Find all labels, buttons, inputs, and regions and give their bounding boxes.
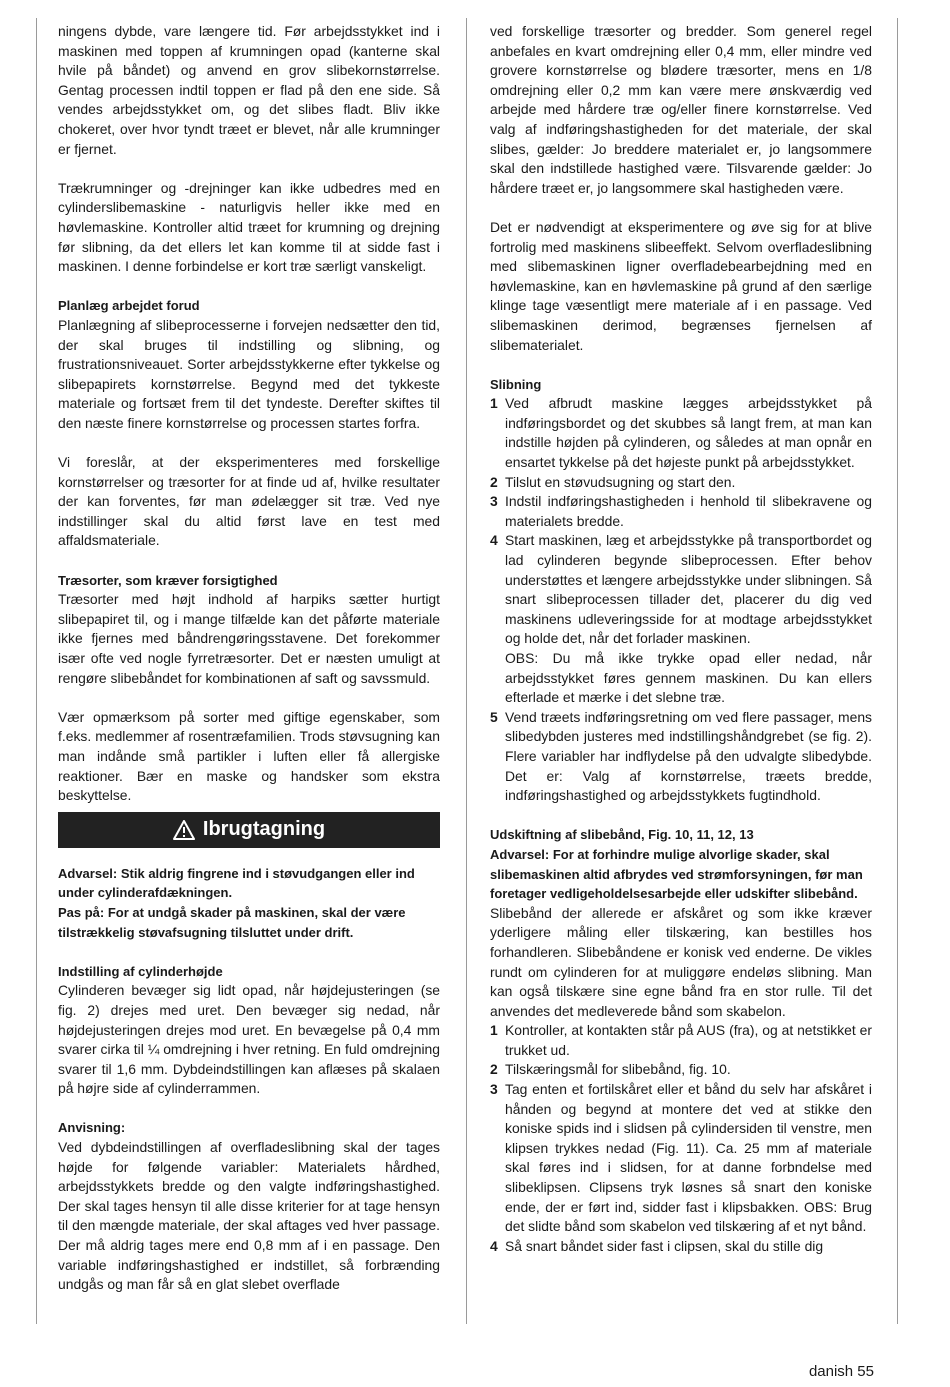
page-footer: danish 55 [808, 1363, 874, 1380]
list-item: 5 Vend træets indføringsretning om ved flere passager, mens slibedybden justeres med indstillingshåndgrebet (se fig. 2). Flere variabler har indflydelse på den udvalgte slibedybde. Det er: Valg af kornstørrelse, træets bredde, indføringshastighed og arbejdsstykkets fugtindhold. [490, 708, 872, 804]
paragraph: Planlægning af slibeprocesserne i forvejen nedsætter den tid, der skal bruges til indstilling og slibning, og frustrationsniveauet. Sorter arbejdsstykkerne efter tykkelse og slibepapirets kornstørrelse. Begynd med det tykkeste materiale og fortsæt frem til det tyndeste. Derefter skiftes til den næste finere kornstørrelse og processen startes forfra. [58, 316, 440, 431]
warning-icon [173, 820, 195, 840]
paragraph: Vi foreslår, at der eksperimenteres med forskellige kornstørrelser og træsorter for at finde ud af, hvilke resultater der kan forventes, før man ødelægger sit træ. Ved nye indstillinger skal du altid først lave en test med affaldsmateriale. [58, 454, 440, 549]
paragraph: Trækrumninger og -drejninger kan ikke udbedres med en cylinderslibemaskine - naturligvis heller ikke med en høvlemaskine. Kontroller altid træet for krumning og drejning før slibning, da det ellers let kan komme til at sidde fast i maskinen. I denne forbindelse er kort træ særligt vanskeligt. [58, 179, 440, 275]
steps-list [490, 1021, 872, 1256]
warning-text: Advarsel: For at forhindre mulige alvorlige skader, skal slibemaskinen altid afbrydes ved strømforsyningen, før man foretager vedligeholdelsesarbejde eller udskifter slibebånd. [490, 846, 863, 902]
section-banner [58, 812, 440, 848]
list-item: 4 Start maskinen, læg et arbejdsstykke på transportbordet og lad cylinderen begynde slibeprocessen. Efter behov understøttes et længere arbejdsstykke under slibningen. Så snart slibeprocessen tillader det, placerer du dig ved maskinens udleveringsside for at modtage arbejdsstykket og holde det, når det forlader maskinen. OBS: Du må ikke trykke opad eller nedad, når arbejdsstykket føres gennem maskinen. Du kan ellers efterlade et mærke i det slebne træ. [490, 532, 872, 706]
note-text: OBS: Du må ikke trykke opad eller nedad, når arbejdsstykket føres gennem maskinen. Du kan ellers efterlade et mærke i det slebne træ. [505, 650, 872, 706]
list-item: 4 Så snart båndet sider fast i clipsen, skal du stille dig [490, 1237, 824, 1254]
paragraph: ningens dybde, vare længere tid. Før arbejdsstykket ind i maskinen med toppen af krumningen opad (kanterne skal hvile på båndet) og anvend en grov slibekornstørrelse. Gentag processen indtil toppen er flad på den ene side. Så vendes arbejdsstykket om, og det slibes fladt. Bliv ikke chokeret, over hvor tyndt træet er blevet, når alle krumninger er fjernet. [58, 23, 440, 157]
list-item: 1 Ved afbrudt maskine lægges arbejdsstykket på indføringsbordet og det skubbes så langt frem, at man kan indstille højden på cylinderen, og således at man opnår en ensartet tykkelse på det højeste punkt på arbejdsstykket. [490, 395, 872, 471]
list-item: 3 Indstil indføringshastigheden i henhold til slibekravene og materialets bredde. [490, 493, 872, 529]
list-item: 2 Tilslut en støvudsugning og start den. [490, 473, 736, 490]
section-heading: Planlæg arbejdet forud [58, 298, 200, 314]
section-heading: Indstilling af cylinderhøjde [58, 963, 223, 979]
column-divider-middle [466, 18, 467, 1324]
right-column [490, 22, 872, 1256]
list-item: 3 Tag enten et fortilskåret eller et bånd du selv har afskåret i hånden og begynd at montere det ved at stikke den koniske spids ind i slidsen på cylindersiden til venstre, men klipsen trykkes nedad (Fig. 11). Ca. 25 mm af materiale skal føres ind i slidsen, for at danne forbndelse med slibeklipsen. Clipsens tryk løsnes så snart den koniske ende, der er ført ind, sidder fast i klipsbakken. OBS: Brug det slidte bånd som skabelon ved tilskæring af et nyt bånd. [490, 1081, 872, 1235]
section-heading: Udskiftning af slibebånd, Fig. 10, 11, 12, 13 [490, 827, 754, 843]
column-divider-right [897, 18, 898, 1324]
paragraph: Slibebånd der allerede er afskåret og som ikke kræver yderligere måling eller tilskæring, kan bestilles hos forhandleren. Slibebåndene er konisk ved enderne. De vikles rundt om cylinderen for at muliggøre endeløs slibning. Man kan også tilskære sine egne bånd fra en stor rulle. Til det anvendes det medleverede bånd som skabelon. [490, 904, 872, 1019]
paragraph: Træsorter med højt indhold af harpiks sætter hurtigt slibepapiret til, og i mange tilfælde kan det påførte materiale ikke fjernes med båndrengøringsstavene. Det forekommer især ofte ved nogle fyrretræsorter. Det er næsten umuligt at rengøre slibebåndet for kombinationen af saft og savssmuld. [58, 591, 440, 686]
section-heading: Træsorter, som kræver forsigtighed [58, 572, 278, 588]
paragraph: ved forskellige træsorter og bredder. Som generel regel anbefales en kvart omdrejning eller 0,4 mm, eller mindre ved grovere kornstørrelse og blødere træsorter, mens en 1/8 omdrejning eller 0,2 mm kan være mere ønskværdig ved arbejde med hårdere træ og/eller finere kornstørrelse. Ved valg af indføringshastigheden for det materiale, der skal slibes, gælder: Jo breddere materialet er, jo langsommere skal den indstillede hastighed være. Tilsvarende gælder: Jo hårdere træet er, jo langsommere skal hastigheden være. [490, 23, 872, 196]
section-heading: Slibning [490, 376, 542, 392]
caution-text: Pas på: For at undgå skader på maskinen, skal der være tilstrækkelig støvafsugning tilsluttet under drift. [58, 904, 406, 940]
list-item: 2 Tilskæringsmål for slibebånd, fig. 10. [490, 1061, 731, 1078]
list-item: 1 Kontroller, at kontakten står på AUS (fra), og at netstikket er trukket ud. [490, 1022, 872, 1058]
banner-title: Ibrugtagning [202, 817, 326, 840]
paragraph: Ved dybdeindstillingen af overfladeslibning skal der tages højde for følgende variabler: Materialets hårdhed, arbejdsstykkets bredde og den valgte indføringshastighed. Der skal tages hensyn til alle disse kriterier for at tage hensyn til den mængde materiale, der skal aftages ved hver passage. Der må aldrig tages mere end 0,8 mm af i en passage. Den variable indføringshastighed er indstillet, så forbrænding undgås og man får så en glat slebet overflade [58, 1139, 440, 1293]
paragraph: Det er nødvendigt at eksperimentere og øve sig for at blive fortrolig med maskinens slibeeffekt. Selvom overfladeslibning med slibemaskinen ligner overfladebearbejdning med en høvlemaskine, kan en høvlemaskine på grund af den særlige klinge tage væsentligt mere materiale af i en passage. Ved slibemaskinen derimod, begrænses fjernelsen af slibematerialet. [490, 218, 872, 353]
section-heading: Anvisning: [58, 1120, 126, 1136]
left-column [58, 22, 440, 1295]
steps-list [490, 394, 872, 805]
warning-text: Advarsel: Stik aldrig fingrene ind i støvudgangen eller ind under cylinderafdækningen. [58, 865, 415, 901]
column-divider-left [36, 18, 37, 1324]
paragraph: Cylinderen bevæger sig lidt opad, når højdejusteringen (se fig. 2) drejes med uret. Den bevæger sig nedad, når højdejusteringen drejes mod uret. En bevægelse på 0,4 mm svarer cirka til ¼ omdrejning i hver retning. En fuld omdrejning svarer til 1,6 mm. Dybdeindstillingen kan aflæses på skalaen på højre side af cylinderrammen. [58, 982, 440, 1097]
paragraph: Vær opmærksom på sorter med giftige egenskaber, som f.eks. medlemmer af rosentræfamilien. Trods støvsugning kan man indånde små partikler i luften eller få allergiske reaktioner. Bær en maske og handsker som ekstra beskyttelse. [58, 708, 440, 804]
